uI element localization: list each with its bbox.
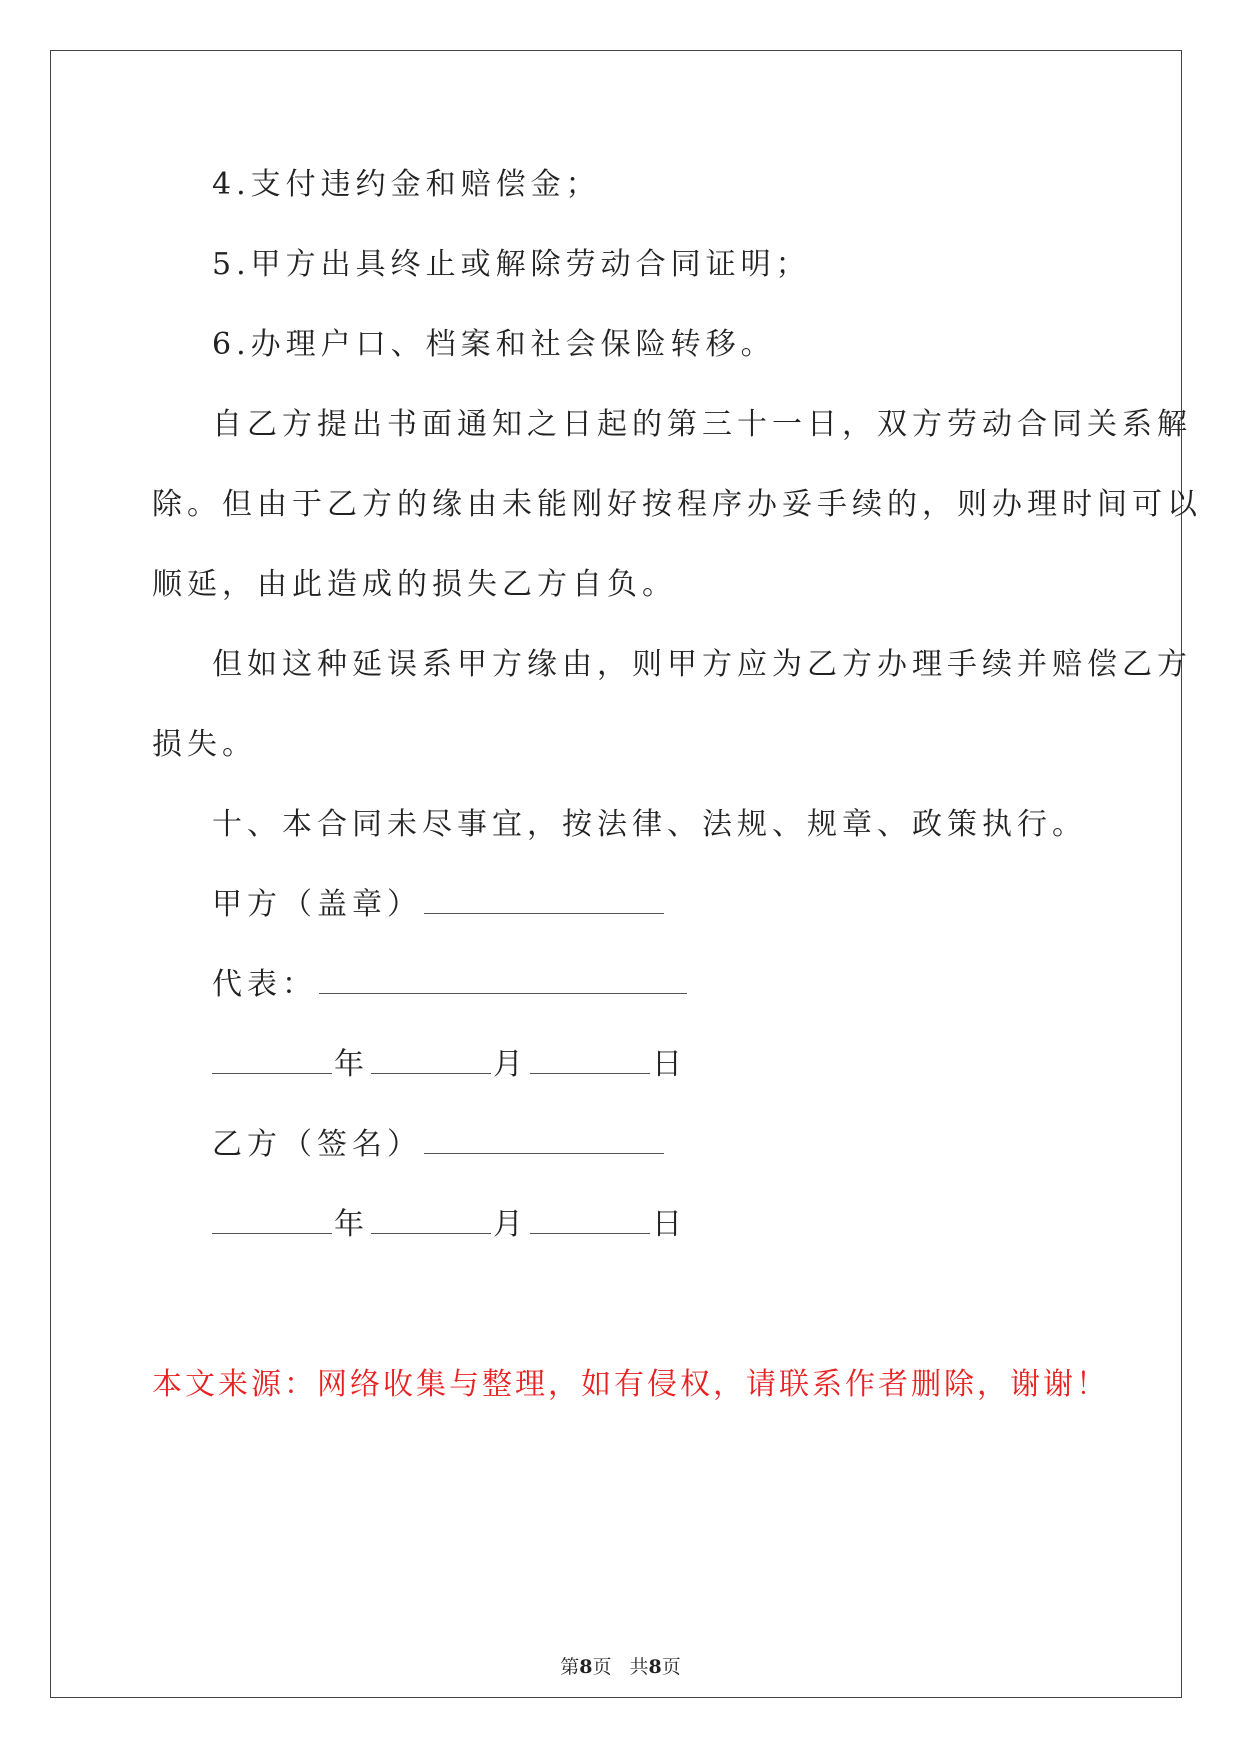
clause-item-5: 5.甲方出具终止或解除劳动合同证明； xyxy=(212,247,811,282)
month-label: 月 xyxy=(493,1207,528,1242)
clause-ten: 十、本合同未尽事宜，按法律、法规、规章、政策执行。 xyxy=(212,807,1087,842)
day-label: 日 xyxy=(652,1207,687,1242)
source-note: 本文来源：网络收集与整理，如有侵权，请联系作者删除，谢谢！ xyxy=(152,1367,1109,1402)
clause-item-4: 4.支付违约金和赔偿金； xyxy=(212,167,601,202)
month-blank xyxy=(371,1207,491,1234)
representative-blank xyxy=(319,967,687,994)
footer-page-unit: 页 xyxy=(592,1656,612,1678)
clause-item-6: 6.办理户口、档案和社会保险转移。 xyxy=(212,327,776,362)
page-frame xyxy=(50,50,1182,1698)
page-footer xyxy=(0,1655,1241,1679)
representative-label: 代表： xyxy=(212,967,317,1002)
current-page: 8 xyxy=(579,1656,593,1678)
party-a-signature-line xyxy=(212,885,666,925)
day-label: 日 xyxy=(652,1047,687,1082)
day-blank xyxy=(530,1047,650,1074)
paragraph-line: 除。但由于乙方的缘由未能刚好按程序办妥手续的，则办理时间可以 xyxy=(152,487,1202,522)
date-line-b xyxy=(212,1205,687,1245)
year-blank xyxy=(212,1047,332,1074)
party-a-blank xyxy=(424,887,664,914)
date-line-a xyxy=(212,1045,687,1085)
party-a-label: 甲方（盖章） xyxy=(212,887,422,922)
year-label: 年 xyxy=(334,1047,369,1082)
footer-total-prefix: 共 xyxy=(629,1656,649,1678)
representative-line xyxy=(212,965,689,1005)
party-b-label: 乙方（签名） xyxy=(212,1127,422,1162)
month-blank xyxy=(371,1047,491,1074)
footer-prefix: 第 xyxy=(560,1656,580,1678)
year-blank xyxy=(212,1207,332,1234)
paragraph-line: 顺延，由此造成的损失乙方自负。 xyxy=(152,567,677,602)
day-blank xyxy=(530,1207,650,1234)
paragraph-line: 自乙方提出书面通知之日起的第三十一日，双方劳动合同关系解 xyxy=(212,407,1192,442)
party-b-signature-line xyxy=(212,1125,666,1165)
paragraph-line: 损失。 xyxy=(152,727,257,762)
party-b-blank xyxy=(424,1127,664,1154)
month-label: 月 xyxy=(493,1047,528,1082)
paragraph-line: 但如这种延误系甲方缘由，则甲方应为乙方办理手续并赔偿乙方 xyxy=(212,647,1192,682)
total-pages: 8 xyxy=(648,1656,662,1678)
year-label: 年 xyxy=(334,1207,369,1242)
footer-total-unit: 页 xyxy=(661,1656,681,1678)
